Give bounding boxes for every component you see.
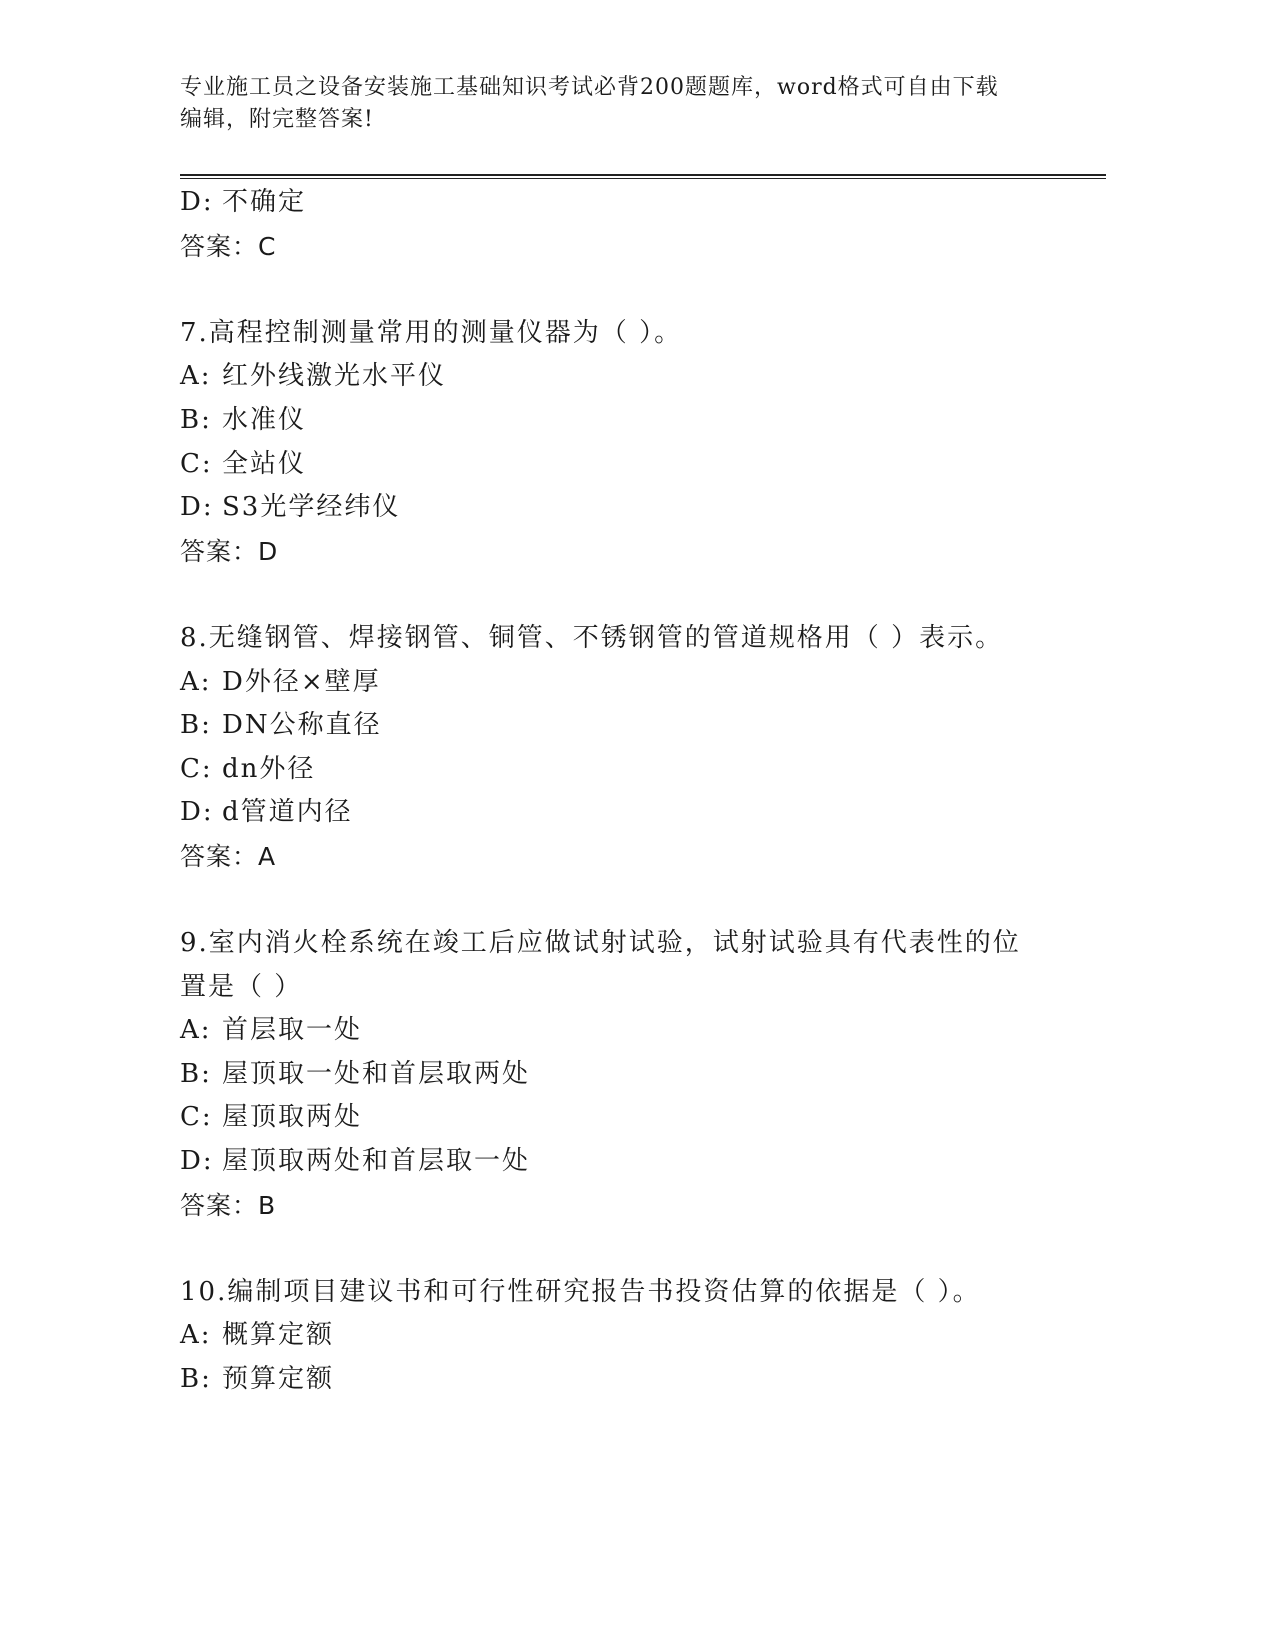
option-c (180, 443, 1080, 487)
option-b (180, 399, 1080, 443)
option-text: 红外线激光水平仪 (222, 361, 447, 392)
option-text: 概算定额 (222, 1320, 335, 1351)
header-line-2: 编辑，附完整答案! (180, 107, 374, 132)
option-label: C: (180, 753, 213, 784)
option-b (180, 704, 1080, 748)
option-text: dn外径 (222, 753, 316, 784)
question-list (180, 181, 1080, 1402)
answer-line: 答案：A (180, 841, 277, 871)
option-label: B: (180, 1058, 212, 1089)
option-text: d管道内径 (222, 797, 353, 828)
option-text: D外径×壁厚 (222, 666, 381, 697)
option-d (180, 486, 1080, 530)
option-label: A: (180, 666, 212, 697)
option-d (180, 791, 1080, 835)
option-text: 全站仪 (222, 448, 307, 479)
spacer (180, 573, 1080, 617)
option-label: D: (180, 492, 214, 523)
spacer (180, 879, 1080, 923)
option-text: 预算定额 (222, 1364, 335, 1395)
option-text: 水准仪 (222, 404, 307, 435)
option-d (180, 181, 1080, 225)
option-label: A: (180, 1015, 212, 1046)
answer-line: 答案：B (180, 1190, 277, 1220)
question-9-text-line-2: 置是（ ） (180, 971, 303, 1002)
spacer (180, 1227, 1080, 1271)
option-text: DN公称直径 (222, 710, 382, 741)
answer-line: 答案：D (180, 536, 279, 566)
option-text: 屋顶取两处和首层取一处 (222, 1146, 531, 1177)
question-7-text: 7.高程控制测量常用的测量仪器为（ ）。 (180, 317, 683, 348)
option-b (180, 1053, 1080, 1097)
option-label: A: (180, 1320, 212, 1351)
option-c (180, 748, 1080, 792)
option-a (180, 1314, 1080, 1358)
option-label: A: (180, 361, 212, 392)
option-text: 屋顶取一处和首层取两处 (222, 1058, 531, 1089)
spacer (180, 268, 1080, 312)
option-a (180, 1009, 1080, 1053)
answer-line: 答案：C (180, 231, 277, 261)
option-text: 首层取一处 (222, 1015, 363, 1046)
option-a (180, 661, 1080, 705)
option-label: D: (180, 187, 214, 217)
question-9-text-line-1: 9.室内消火栓系统在竣工后应做试射试验，试射试验具有代表性的位 (180, 928, 1021, 959)
option-label: C: (180, 448, 213, 479)
option-d (180, 1140, 1080, 1184)
option-text: 不确定 (222, 187, 307, 217)
option-label: C: (180, 1102, 213, 1133)
document-header (180, 72, 1060, 136)
question-10-text: 10.编制项目建议书和可行性研究报告书投资估算的依据是（ ）。 (180, 1276, 981, 1307)
option-text: S3光学经纬仪 (222, 492, 401, 523)
option-b (180, 1358, 1080, 1402)
option-a (180, 355, 1080, 399)
option-label: B: (180, 404, 212, 435)
header-divider (180, 174, 1106, 179)
header-line-1: 专业施工员之设备安装施工基础知识考试必背200题题库，word格式可自由下载 (180, 75, 999, 100)
option-label: D: (180, 1146, 214, 1177)
question-8-text: 8.无缝钢管、焊接钢管、铜管、不锈钢管的管道规格用（ ）表示。 (180, 622, 1004, 653)
option-label: B: (180, 710, 212, 741)
option-label: D: (180, 797, 214, 828)
option-label: B: (180, 1364, 212, 1395)
option-text: 屋顶取两处 (222, 1102, 363, 1133)
option-c (180, 1096, 1080, 1140)
